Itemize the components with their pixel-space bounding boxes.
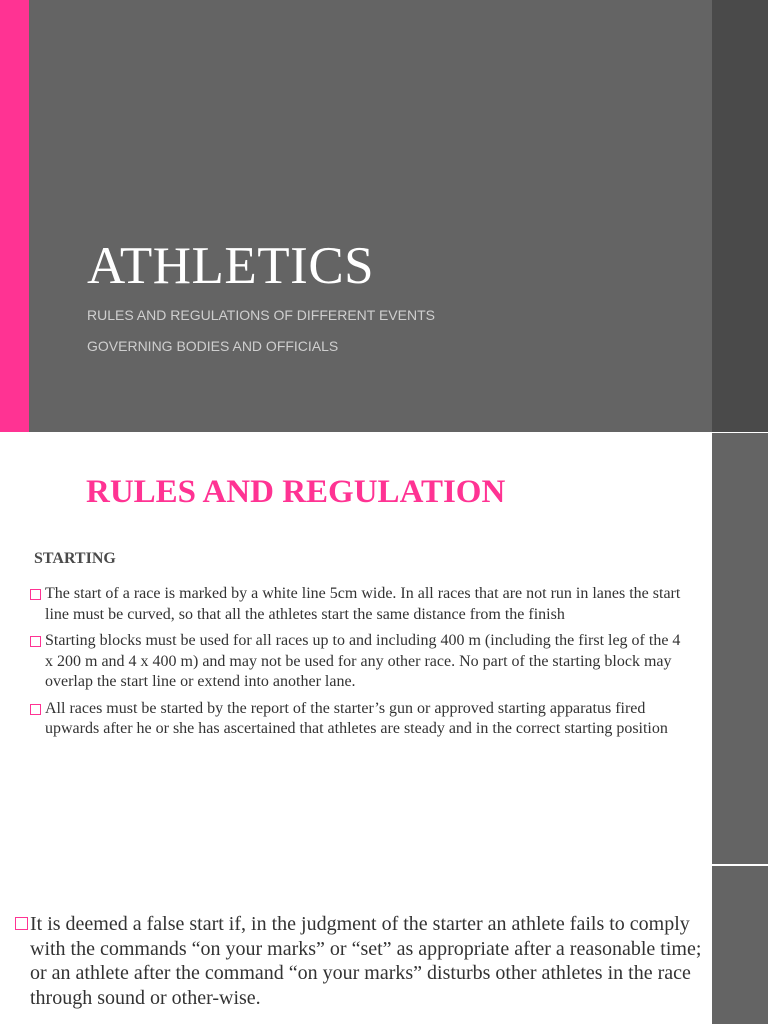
- slide-subtitle-1: RULES AND REGULATIONS OF DIFFERENT EVENTS: [87, 307, 435, 323]
- list-item: [15, 912, 705, 1010]
- hollow-square-bullet-icon: [30, 704, 41, 715]
- accent-bar: [0, 0, 29, 432]
- section-title: STARTING: [34, 550, 116, 567]
- bullet-text: It is deemed a false start if, in the judgment of the starter an athlete fails to comply with the commands “on your marks” or “set” as appropriate after a reasonable time; or an athlete after the command “on your marks” disturbs other athletes in the race through sound or other-wise.: [30, 913, 702, 1009]
- hollow-square-bullet-icon: [30, 589, 41, 600]
- title-slide: [0, 0, 768, 432]
- list-item: [28, 699, 692, 740]
- side-bar: [712, 866, 768, 1024]
- slide-divider: [0, 864, 712, 865]
- slide-heading: RULES AND REGULATION: [86, 474, 506, 510]
- bullet-text: The start of a race is marked by a white line 5cm wide. In all races that are not run in lanes the start line must be curved, so that all the athletes start the same distance from the finish: [45, 585, 681, 623]
- bullet-list: [28, 584, 692, 746]
- slide-title: ATHLETICS: [87, 237, 375, 295]
- bullet-text: Starting blocks must be used for all races up to and including 400 m (including the first leg of the 4 x 200 m and 4 x 400 m) and may not be used for any other race. No part of the starting block may overlap the start line or extend into another lane.: [45, 632, 681, 690]
- bullet-text: All races must be started by the report of the starter’s gun or approved starting apparatus fired upwards after he or she has ascertained that athletes are steady and in the correct starting position: [45, 699, 668, 737]
- list-item: [28, 631, 692, 693]
- side-bar: [712, 0, 768, 432]
- side-bar: [712, 433, 768, 864]
- slide-subtitle-2: GOVERNING BODIES AND OFFICIALS: [87, 338, 339, 354]
- list-item: [28, 584, 692, 625]
- hollow-square-bullet-icon: [15, 917, 28, 930]
- hollow-square-bullet-icon: [30, 636, 41, 647]
